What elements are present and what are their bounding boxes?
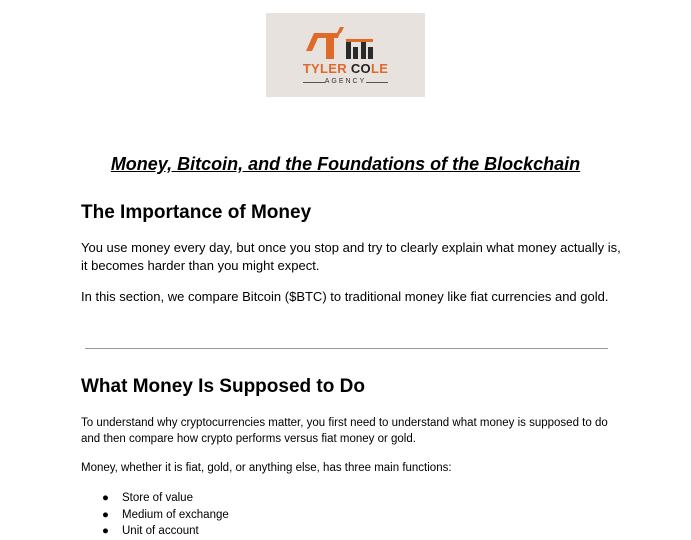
list-item: ● Unit of account [102, 523, 229, 540]
logo-wordmark: TYLER COLE [302, 61, 389, 76]
section-heading-purpose: What Money Is Supposed to Do [81, 376, 365, 397]
agency-logo [266, 13, 425, 97]
logo-subtitle: AGENCY [324, 78, 367, 85]
logo-rule-right [366, 82, 388, 83]
paragraph: Money, whether it is fiat, gold, or anything else, has three main functions: [81, 462, 452, 474]
document-title: Money, Bitcoin, and the Foundations of the Blockchain [110, 154, 581, 174]
bullet-icon: ● [102, 508, 109, 521]
section-heading-importance: The Importance of Money [81, 202, 312, 223]
list-item: ● Medium of exchange [102, 507, 229, 524]
functions-list [102, 490, 229, 540]
logo-mark-icon [300, 21, 392, 61]
horizontal-divider [85, 348, 608, 349]
paragraph: In this section, we compare Bitcoin ($BTC) to traditional money like fiat currencies and gold. [81, 289, 609, 304]
bullet-icon: ● [102, 492, 109, 504]
bullet-icon: ● [102, 525, 109, 537]
list-item: ● Store of value [102, 490, 229, 507]
paragraph: You use money every day, but once you stop and try to clearly explain what money actually is, it becomes harder than you might expect. [81, 240, 621, 273]
paragraph: To understand why cryptocurrencies matter, you first need to understand what money is supposed to do and then compare how crypto performs versus fiat money or gold. [81, 417, 608, 445]
